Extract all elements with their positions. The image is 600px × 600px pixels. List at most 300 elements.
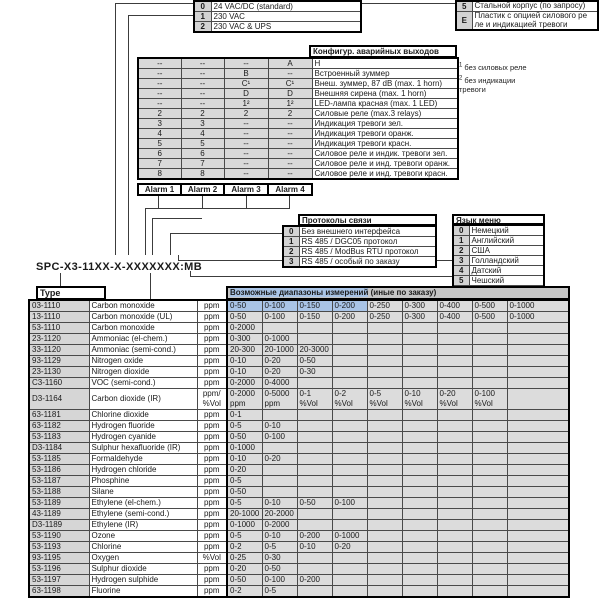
range-value: [402, 443, 437, 454]
gas-row: [29, 334, 569, 345]
range-value: 0-100: [262, 575, 297, 586]
gas-name: Sulphur hexafluoride (IR): [89, 443, 197, 454]
range-value: 0-20: [332, 542, 367, 553]
range-value: [437, 553, 472, 564]
alarm-code-cell: --: [268, 139, 312, 149]
alarm-config-row: [138, 139, 458, 149]
gas-row: [29, 531, 569, 542]
gas-type-code: 53-1185: [29, 454, 89, 465]
range-value: [437, 520, 472, 531]
range-value: 0-4000: [262, 378, 297, 389]
range-value: 0-50: [262, 564, 297, 575]
type-connector-v: [60, 273, 61, 286]
alarm-code-cell: 1²: [268, 99, 312, 109]
gas-row: [29, 564, 569, 575]
option-row: [194, 12, 361, 22]
range-value: [262, 465, 297, 476]
range-value: 0-200: [297, 575, 332, 586]
range-value: [472, 323, 507, 334]
alarm-code-cell: B: [224, 69, 268, 79]
range-value: [507, 509, 569, 520]
range-value: [367, 509, 402, 520]
range-value: [402, 465, 437, 476]
range-value: 0-5: [227, 531, 262, 542]
range-value: [402, 553, 437, 564]
gas-unit: ppm: [197, 531, 227, 542]
range-value: [472, 509, 507, 520]
range-value: [367, 476, 402, 487]
range-value: [332, 356, 367, 367]
alarm-code-cell: --: [224, 159, 268, 169]
gas-name: Ethylene (semi-cond.): [89, 509, 197, 520]
option-row: [283, 247, 436, 257]
range-value: [402, 520, 437, 531]
gas-name: Formaldehyde: [89, 454, 197, 465]
option-label-cell: 24 VAC/DC (standard): [211, 1, 361, 12]
gas-row: [29, 443, 569, 454]
alarm-description-cell: Силовые реле (max.3 relays): [312, 109, 458, 119]
gas-type-code: 33-1120: [29, 345, 89, 356]
range-value: 0-150: [297, 312, 332, 323]
alarm-code-cell: 5: [181, 139, 224, 149]
alarm-code-cell: C¹: [224, 79, 268, 89]
range-value: 0-1000: [227, 520, 262, 531]
alarm-description-cell: Индикация тревоги красн.: [312, 139, 458, 149]
range-value: [332, 586, 367, 598]
alarm-code-cell: --: [181, 89, 224, 99]
range-value: [367, 378, 402, 389]
gas-unit: ppm: [197, 564, 227, 575]
range-value: [367, 443, 402, 454]
alarm-code-cell: 3: [181, 119, 224, 129]
range-value: 0-2: [227, 542, 262, 553]
gas-name: Carbon monoxide: [89, 300, 197, 312]
power-connector-h: [128, 15, 193, 16]
gas-type-code: D3-1184: [29, 443, 89, 454]
gas-unit: ppm: [197, 498, 227, 509]
range-value: 0-50: [297, 498, 332, 509]
alarm-connector-v1: [145, 208, 146, 255]
housing-connector-v: [115, 3, 116, 255]
footnote: $^2$ без индикации тревоги: [459, 75, 516, 94]
range-value: [332, 421, 367, 432]
range-value: 0-2 %Vol: [332, 389, 367, 410]
option-row: [283, 257, 436, 268]
range-value: 0-500: [472, 312, 507, 323]
range-value: [402, 498, 437, 509]
alarm-config-row: [138, 129, 458, 139]
range-value: [507, 454, 569, 465]
range-value: 0-1: [227, 410, 262, 421]
range-value: [367, 454, 402, 465]
option-label-cell: Английский: [469, 236, 544, 246]
alarm-config-table: [137, 57, 459, 180]
alarm-code-cell: 2: [224, 109, 268, 119]
range-value: 0-100: [262, 300, 297, 312]
protocols-header: Протоколы связи: [298, 214, 437, 226]
range-value: [367, 323, 402, 334]
range-value: [332, 367, 367, 378]
range-value: [437, 542, 472, 553]
range-value: [297, 553, 332, 564]
option-row: [283, 226, 436, 237]
alarm-code-cell: --: [138, 58, 181, 69]
gas-name: VOC (semi-cond.): [89, 378, 197, 389]
range-value: [297, 323, 332, 334]
range-value: [297, 443, 332, 454]
option-label-cell: Без внешнего интерфейса: [299, 226, 436, 237]
range-value: [437, 356, 472, 367]
range-value: 0-1000: [507, 300, 569, 312]
alarm-code-cell: --: [268, 159, 312, 169]
range-value: [437, 509, 472, 520]
range-value: [402, 421, 437, 432]
gas-unit: ppm: [197, 542, 227, 553]
range-value: 0-100: [332, 498, 367, 509]
option-row: [194, 1, 361, 12]
alarm-config-row: [138, 99, 458, 109]
range-value: [332, 454, 367, 465]
option-id-cell: 0: [453, 225, 469, 236]
option-id-cell: 3: [453, 256, 469, 266]
comm-protocols-table: [282, 225, 437, 268]
gas-name: Ethylene (IR): [89, 520, 197, 531]
gas-name: Hydrogen fluoride: [89, 421, 197, 432]
gas-row: [29, 520, 569, 531]
range-value: [437, 575, 472, 586]
gas-unit: ppm: [197, 454, 227, 465]
range-value: [262, 323, 297, 334]
gas-type-code: 53-1189: [29, 498, 89, 509]
alarm-code-cell: --: [138, 89, 181, 99]
range-value: [437, 498, 472, 509]
range-value: 0-10 %Vol: [402, 389, 437, 410]
gas-row: [29, 487, 569, 498]
gas-unit: ppm: [197, 520, 227, 531]
alarm-code-cell: 4: [138, 129, 181, 139]
gas-row: [29, 300, 569, 312]
gasname-connector-v: [150, 273, 151, 299]
alarm-config-row: [138, 58, 458, 69]
range-value: [472, 432, 507, 443]
range-value: [437, 454, 472, 465]
gas-type-code: 13-1110: [29, 312, 89, 323]
alarm-connector-h2: [152, 218, 202, 219]
range-value: 0-2: [227, 586, 262, 598]
measuring-ranges-header: [226, 286, 570, 300]
alarm-description-cell: Силовое реле и инд. тревоги оранж.: [312, 159, 458, 169]
gas-type-code: 53-1187: [29, 476, 89, 487]
gas-row: [29, 586, 569, 598]
range-value: [437, 443, 472, 454]
range-value: [367, 487, 402, 498]
range-value: [262, 443, 297, 454]
alarm-code-cell: --: [268, 69, 312, 79]
range-value: [507, 520, 569, 531]
gas-name: Carbon monoxide: [89, 323, 197, 334]
range-value: 0-10: [227, 454, 262, 465]
range-value: [367, 367, 402, 378]
range-value: [437, 487, 472, 498]
range-value: [367, 410, 402, 421]
range-value: [507, 443, 569, 454]
range-value: 0-20: [227, 564, 262, 575]
gas-unit: ppm: [197, 378, 227, 389]
range-value: [367, 345, 402, 356]
range-value: [472, 487, 507, 498]
range-value: [472, 378, 507, 389]
range-value: 0-20: [262, 454, 297, 465]
range-value: 0-10: [297, 542, 332, 553]
range-value: [472, 520, 507, 531]
gas-row: [29, 323, 569, 334]
gas-name: Silane: [89, 487, 197, 498]
alarm-code-cell: --: [138, 99, 181, 109]
alarm-code-cell: --: [268, 119, 312, 129]
gas-unit: %Vol: [197, 553, 227, 564]
alarm-code-cell: 4: [181, 129, 224, 139]
range-value: 0-50: [297, 356, 332, 367]
gas-type-code: 93-1129: [29, 356, 89, 367]
housing-table: [455, 0, 599, 31]
option-label-cell: RS 485 / ModBus RTU протокол: [299, 247, 436, 257]
range-value: 0-20: [227, 465, 262, 476]
alarm-code-cell: 6: [181, 149, 224, 159]
alarm-column-label: Alarm 1: [138, 184, 181, 195]
option-label-cell: Чешский: [469, 276, 544, 286]
gas-type-code: 43-1189: [29, 509, 89, 520]
range-value: [402, 323, 437, 334]
range-value: 0-5: [227, 476, 262, 487]
option-id-cell: 2: [453, 246, 469, 256]
range-value: [367, 575, 402, 586]
power-supply-table: [193, 0, 362, 33]
option-row: [453, 266, 544, 276]
range-value: 0-200: [332, 300, 367, 312]
range-value: [437, 465, 472, 476]
gas-unit: ppm/ %Vol: [197, 389, 227, 410]
range-value: [402, 586, 437, 598]
gas-unit: ppm: [197, 334, 227, 345]
range-value: [507, 553, 569, 564]
range-value: [332, 509, 367, 520]
range-value: [262, 487, 297, 498]
alarm-footer-row: [138, 184, 312, 195]
gas-row: [29, 575, 569, 586]
range-value: 0-150: [297, 300, 332, 312]
range-value: [437, 476, 472, 487]
gas-name: Fluorine: [89, 586, 197, 598]
range-value: 0-10: [227, 356, 262, 367]
range-value: [507, 542, 569, 553]
range-value: [507, 345, 569, 356]
range-value: 0-300: [402, 312, 437, 323]
range-value: [507, 564, 569, 575]
alarm-description-cell: Внешняя сирена (max. 1 horn): [312, 89, 458, 99]
range-value: [367, 334, 402, 345]
gas-unit: ppm: [197, 410, 227, 421]
option-label-cell: США: [469, 246, 544, 256]
range-value: [297, 487, 332, 498]
gas-row: [29, 356, 569, 367]
range-value: [332, 432, 367, 443]
option-row: [453, 246, 544, 256]
range-value: 0-5 %Vol: [367, 389, 402, 410]
gas-unit: ppm: [197, 345, 227, 356]
range-value: [437, 378, 472, 389]
range-value: 0-2000: [262, 520, 297, 531]
gas-type-code: 53-1196: [29, 564, 89, 575]
range-value: [507, 367, 569, 378]
alarm-code-cell: 7: [138, 159, 181, 169]
range-value: 0-1000: [227, 443, 262, 454]
range-value: [332, 345, 367, 356]
footnote: $^1$ без силовых реле: [459, 62, 527, 72]
range-value: [472, 334, 507, 345]
gas-type-code: 93-1195: [29, 553, 89, 564]
range-value: 0-200: [297, 531, 332, 542]
alarm1-stub: [158, 194, 159, 208]
range-value: [472, 356, 507, 367]
range-value: 0-30: [262, 553, 297, 564]
range-value: 20-2000: [262, 509, 297, 520]
alarm-code-cell: 8: [138, 169, 181, 180]
option-id-cell: 3: [283, 257, 299, 268]
model-number: SPC-X3-11XX-X-XXXXXXX:MB: [36, 261, 203, 273]
option-row: [453, 225, 544, 236]
range-value: [507, 356, 569, 367]
range-value: [402, 345, 437, 356]
range-value: [507, 378, 569, 389]
gas-unit: ppm: [197, 300, 227, 312]
range-value: [437, 345, 472, 356]
alarm-code-cell: 6: [138, 149, 181, 159]
range-value: 0-1 %Vol: [297, 389, 332, 410]
gas-row: [29, 476, 569, 487]
range-value: [367, 421, 402, 432]
alarm-code-cell: --: [224, 149, 268, 159]
alarm-description-cell: Индикация тревоги зел.: [312, 119, 458, 129]
range-value: [367, 432, 402, 443]
range-value: 0-2000: [227, 378, 262, 389]
ranges-connector-h: [190, 276, 460, 277]
range-value: [507, 575, 569, 586]
range-value: [262, 476, 297, 487]
gas-row: [29, 509, 569, 520]
range-value: [507, 421, 569, 432]
range-value: 0-1000: [262, 334, 297, 345]
gas-row: [29, 421, 569, 432]
alarm-description-cell: LED-лампа красная (max. 1 LED): [312, 99, 458, 109]
option-id-cell: 1: [453, 236, 469, 246]
gas-unit: ppm: [197, 356, 227, 367]
gas-type-code: 53-1190: [29, 531, 89, 542]
range-value: 0-50: [227, 300, 262, 312]
gas-name: Phosphine: [89, 476, 197, 487]
range-value: 0-400: [437, 312, 472, 323]
range-value: [402, 454, 437, 465]
range-value: [297, 432, 332, 443]
option-label-cell: Стальной корпус (по запросу): [472, 1, 598, 12]
range-value: 0-50: [227, 575, 262, 586]
gas-unit: ppm: [197, 367, 227, 378]
range-value: [472, 476, 507, 487]
range-value: [507, 487, 569, 498]
range-value: [297, 334, 332, 345]
range-value: [367, 586, 402, 598]
gas-type-code: 63-1182: [29, 421, 89, 432]
range-value: 0-20: [262, 356, 297, 367]
range-value: [437, 334, 472, 345]
range-value: 0-50: [227, 312, 262, 323]
gas-type-code: 53-1183: [29, 432, 89, 443]
power-connector-v: [128, 15, 129, 255]
alarm-config-header: Конфигур. аварийных выходов: [309, 45, 457, 58]
footnotes: [459, 63, 531, 98]
gas-type-code: C3-1160: [29, 378, 89, 389]
range-value: [472, 443, 507, 454]
gas-row: [29, 367, 569, 378]
range-value: [507, 498, 569, 509]
alarm-description-cell: H: [312, 58, 458, 69]
option-row: [453, 256, 544, 266]
gas-type-code: 53-1193: [29, 542, 89, 553]
gas-unit: ppm: [197, 476, 227, 487]
range-value: [402, 356, 437, 367]
alarm-description-cell: Силовое реле и инд. тревоги красн.: [312, 169, 458, 180]
alarm-code-cell: 8: [181, 169, 224, 180]
alarm-code-cell: --: [181, 69, 224, 79]
range-value: [367, 520, 402, 531]
alarm-code-cell: 5: [138, 139, 181, 149]
alarm-columns-footer: [137, 183, 313, 196]
alarm-config-row: [138, 159, 458, 169]
range-value: 0-100: [262, 312, 297, 323]
alarm-code-cell: 2: [268, 109, 312, 119]
gas-type-code: 23-1120: [29, 334, 89, 345]
gas-name: Ammoniac (el-chem.): [89, 334, 197, 345]
gas-name: Ozone: [89, 531, 197, 542]
alarm-code-cell: --: [224, 169, 268, 180]
gas-unit: ppm: [197, 586, 227, 598]
gas-unit: ppm: [197, 421, 227, 432]
range-value: [332, 575, 367, 586]
range-value: [332, 487, 367, 498]
option-row: [283, 237, 436, 247]
range-value: [472, 531, 507, 542]
alarm-code-cell: --: [181, 79, 224, 89]
gas-row: [29, 553, 569, 564]
range-value: [402, 476, 437, 487]
range-value: [507, 465, 569, 476]
range-value: [472, 421, 507, 432]
gas-row: [29, 465, 569, 476]
alarm-code-cell: --: [181, 58, 224, 69]
range-value: [402, 432, 437, 443]
gas-row: [29, 345, 569, 356]
alarm-code-cell: A: [268, 58, 312, 69]
range-value: [297, 564, 332, 575]
range-value: 0-2000 ppm: [227, 389, 262, 410]
gas-row: [29, 432, 569, 443]
range-value: [332, 323, 367, 334]
range-value: [297, 476, 332, 487]
range-value: [437, 410, 472, 421]
option-label-cell: Немецкий: [469, 225, 544, 236]
alarm-config-row: [138, 169, 458, 180]
range-value: 0-100 %Vol: [472, 389, 507, 410]
alarm-config-row: [138, 89, 458, 99]
